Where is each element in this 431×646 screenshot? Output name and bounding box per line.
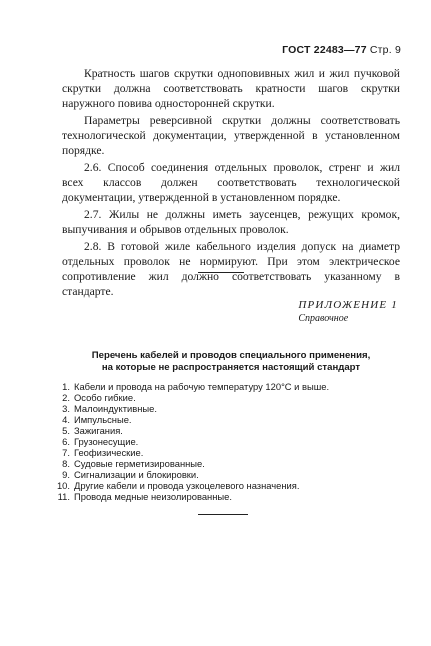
item-text: Провода медные неизолированные. bbox=[74, 491, 232, 502]
item-text: Импульсные. bbox=[74, 414, 132, 425]
item-number: 4. bbox=[62, 414, 70, 425]
item-number: 7. bbox=[62, 447, 70, 458]
list-item bbox=[56, 480, 396, 491]
page-header bbox=[282, 44, 401, 56]
paragraph: Параметры реверсивной скрутки должны соответствовать технологической документации, утвержденной в установленном порядке. bbox=[62, 114, 400, 157]
item-number: 9. bbox=[62, 469, 70, 480]
list-item bbox=[56, 414, 396, 425]
list-item bbox=[56, 447, 396, 458]
list-item bbox=[56, 425, 396, 436]
item-text: Судовые герметизированные. bbox=[74, 458, 205, 469]
item-text: Кабели и провода на рабочую температуру 120°С и выше. bbox=[74, 381, 330, 392]
paragraph: Кратность шагов скрутки одноповивных жил и жил пучковой скрутки должна соответствовать кратности шагов скрутки наружного повива односторонней скрутки. bbox=[62, 67, 400, 110]
paragraph: 2.7. Жилы не должны иметь заусенцев, режущих кромок, выпучивания и обрывов отдельных проволок. bbox=[62, 208, 400, 236]
list-item bbox=[56, 458, 396, 469]
item-number: 3. bbox=[62, 403, 70, 414]
item-number: 6. bbox=[62, 436, 70, 447]
item-number: 1. bbox=[62, 381, 70, 392]
item-number: 11. bbox=[57, 491, 70, 502]
cable-list bbox=[56, 381, 396, 502]
item-text: Особо гибкие. bbox=[74, 392, 136, 403]
item-number: 10. bbox=[56, 480, 70, 491]
body-text bbox=[62, 66, 400, 301]
section-divider bbox=[198, 272, 244, 273]
list-item bbox=[56, 392, 396, 403]
paragraph: 2.6. Способ соединения отдельных проволок, стренг и жил всех классов должен соответствовать технологической документации, утвержденной в установленном порядке. bbox=[62, 161, 400, 204]
list-title-line: на которые не распространяется настоящий стандарт bbox=[101, 362, 361, 373]
list-item bbox=[56, 381, 396, 392]
list-item bbox=[56, 436, 396, 447]
appendix-subtitle: Справочное bbox=[298, 313, 349, 324]
page-number: Стр. 9 bbox=[369, 44, 401, 56]
section-divider bbox=[198, 514, 248, 515]
item-text: Геофизические. bbox=[74, 447, 144, 458]
list-title-line: Перечень кабелей и проводов специального применения, bbox=[91, 350, 371, 361]
standard-number: ГОСТ 22483—77 bbox=[282, 44, 367, 56]
appendix-heading bbox=[298, 298, 398, 326]
item-text: Другие кабели и провода узкоцелевого назначения. bbox=[74, 480, 300, 491]
item-number: 5. bbox=[62, 425, 70, 436]
appendix-title: ПРИЛОЖЕНИЕ 1 bbox=[298, 299, 398, 311]
item-text: Грузонесущие. bbox=[74, 436, 139, 447]
list-item bbox=[56, 469, 396, 480]
paragraph: 2.8. В готовой жиле кабельного изделия допуск на диаметр отдельных проволок не нормируют. При этом электрическое сопротивление жил должно соответствовать указанному в стандарте. bbox=[62, 240, 400, 298]
item-text: Малоиндуктивные. bbox=[74, 403, 157, 414]
item-number: 2. bbox=[62, 392, 70, 403]
list-item bbox=[56, 491, 396, 502]
list-item bbox=[56, 403, 396, 414]
item-number: 8. bbox=[62, 458, 70, 469]
item-text: Сигнализации и блокировки. bbox=[74, 469, 199, 480]
list-title bbox=[66, 350, 396, 374]
item-text: Зажигания. bbox=[74, 425, 123, 436]
